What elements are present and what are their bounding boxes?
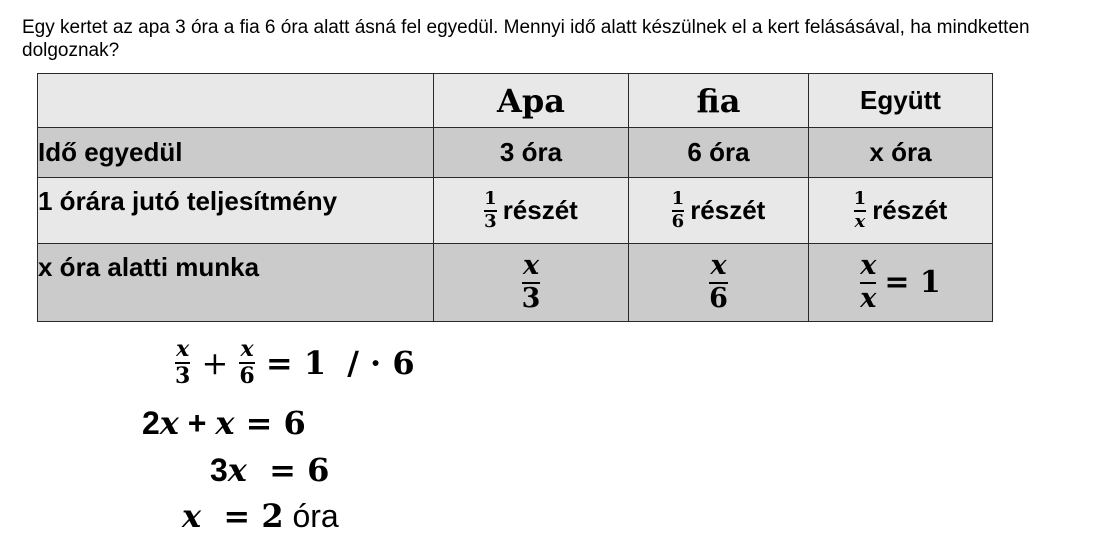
work-table: [37, 73, 993, 322]
cell-fia-ido: 6 óra: [629, 128, 809, 178]
solution-line-4: x = 2 óra: [182, 497, 339, 535]
solution-line-2: 2x + x = 6: [142, 404, 306, 442]
equals-one: = 1: [884, 265, 941, 300]
cell-apa-munka: [434, 244, 629, 322]
cell-fia-munka: [629, 244, 809, 322]
table-row: [38, 128, 993, 178]
header-fia: fia: [696, 81, 741, 120]
cell-egyutt-ido: x óra: [809, 128, 993, 178]
cell-egyutt-munka: [809, 244, 993, 322]
fraction: $\frac{x}{x}$: [860, 250, 877, 314]
row-label-ido: Idő egyedül: [38, 128, 434, 178]
fraction: $\frac{x}{3}$: [175, 336, 191, 390]
solution-line-1: [175, 338, 415, 388]
fraction: $\frac{1}{3}$: [484, 187, 497, 232]
fraction: $\frac{x}{6}$: [709, 250, 728, 314]
solution-line-3: 3x = 6: [210, 451, 330, 489]
cell-apa-ido: 3 óra: [434, 128, 629, 178]
plus-sign: +: [201, 344, 229, 383]
equals-one: = 1: [265, 344, 327, 383]
table-row: [38, 178, 993, 244]
header-apa: Apa: [497, 81, 565, 120]
row-label-teljesitmeny: 1 órára jutó teljesítmény: [38, 178, 434, 244]
header-egyutt: Együtt: [860, 85, 941, 115]
cell-apa-teljesitmeny: $\frac{1}{3}$ részét: [434, 178, 629, 244]
table-row: [38, 244, 993, 322]
fraction: $\frac{1}{x}$: [853, 187, 867, 232]
cell-egyutt-teljesitmeny: $\frac{1}{x}$ részét: [809, 178, 993, 244]
row-label-munka: x óra alatti munka: [38, 244, 434, 322]
multiply-op: / · 6: [347, 344, 415, 383]
table-header-row: [38, 74, 993, 128]
header-empty: [38, 74, 434, 128]
fraction: $\frac{x}{6}$: [239, 336, 255, 390]
fraction: $\frac{x}{3}$: [521, 250, 541, 314]
fraction: $\frac{1}{6}$: [671, 187, 685, 232]
cell-fia-teljesitmeny: $\frac{1}{6}$ részét: [629, 178, 809, 244]
question-text: Egy kertet az apa 3 óra a fia 6 óra alatt ásná fel egyedül. Mennyi idő alatt készülnek el a kert felásásával, ha mindketten dolgoznak?: [22, 17, 1030, 61]
